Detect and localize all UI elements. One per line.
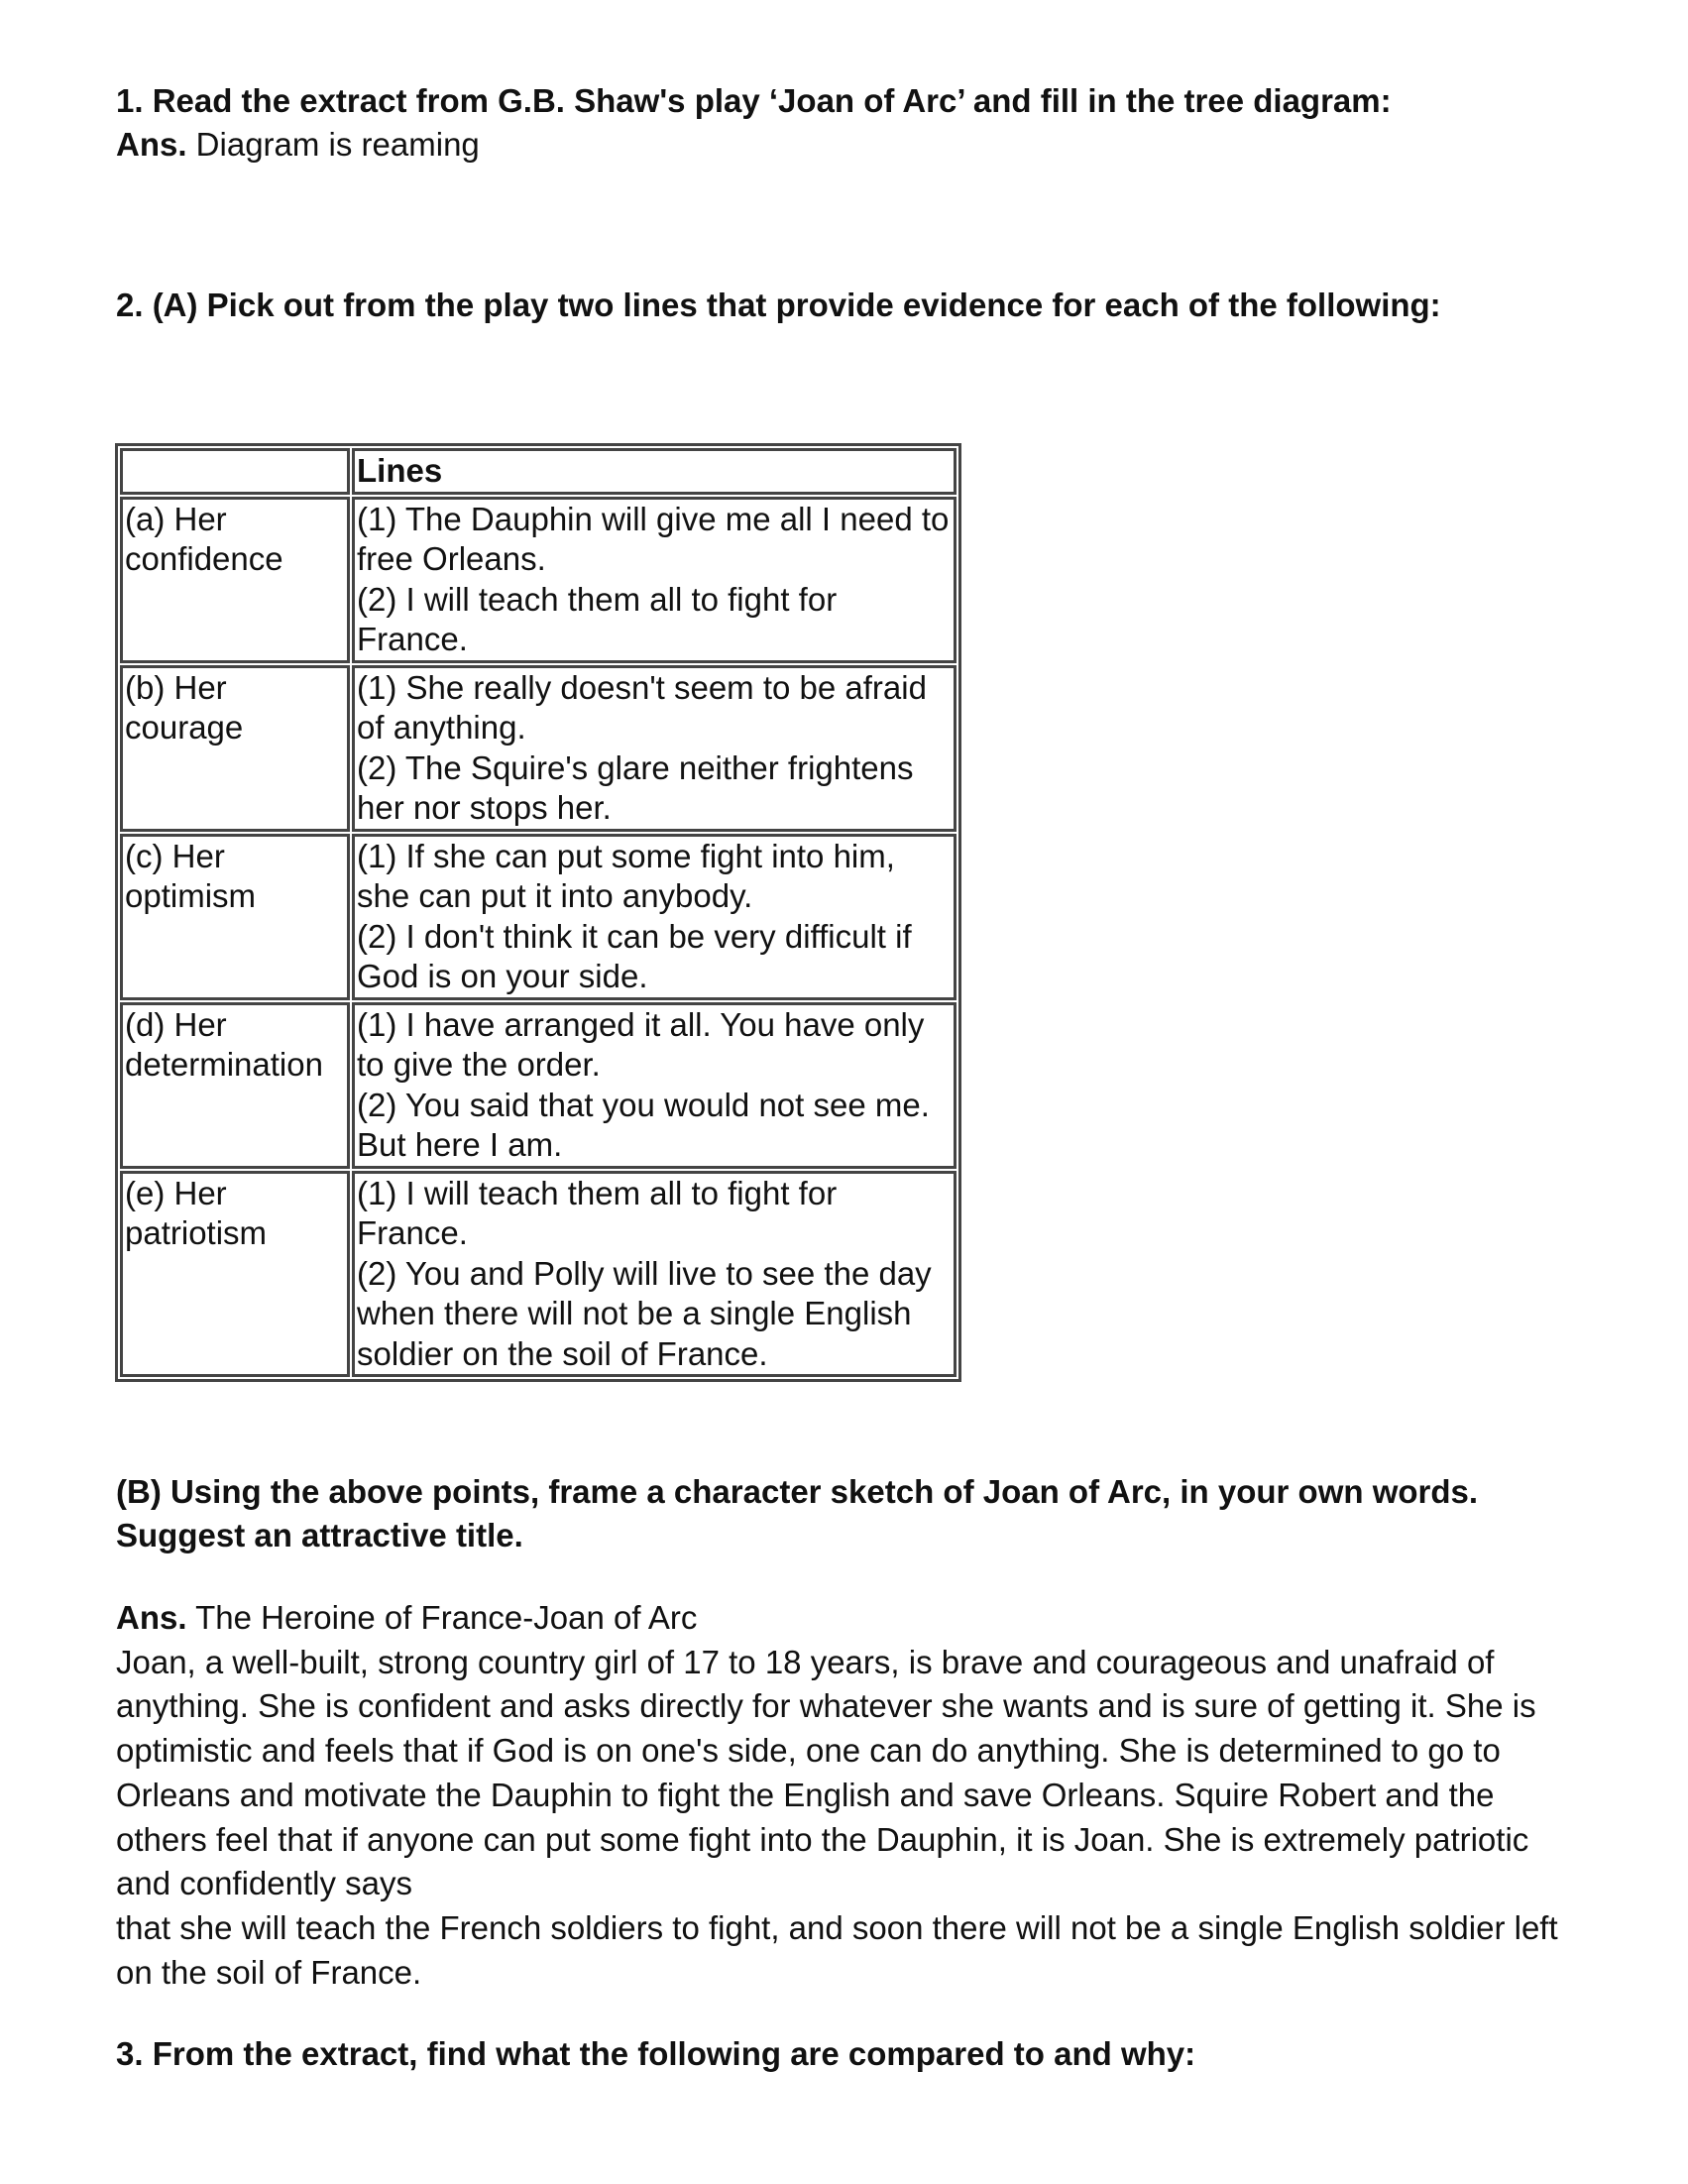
evidence-line: (1) If she can put some fight into him, she can put it into anybody. — [357, 837, 895, 914]
evidence-line: (2) The Squire's glare neither frightens her nor stops her. — [357, 748, 914, 826]
answer-title-line — [116, 1596, 1583, 1641]
quality-cell: (e) Her patriotism — [120, 1171, 350, 1378]
evidence-line: (1) I will teach them all to fight for France. — [357, 1174, 838, 1251]
table-header-lines: Lines — [352, 448, 957, 495]
table-row — [120, 834, 957, 1000]
lines-cell — [352, 834, 957, 1000]
table-row — [120, 1002, 957, 1169]
evidence-line: (2) I don't think it can be very difficult if God is on your side. — [357, 917, 912, 994]
question-1-heading: 1. Read the extract from G.B. Shaw's play ‘Joan of Arc’ and fill in the tree diagram: — [116, 82, 1392, 119]
table-row — [120, 665, 957, 832]
quality-cell: (a) Her confidence — [120, 497, 350, 663]
evidence-line: (1) The Dauphin will give me all I need to free Orleans. — [357, 500, 950, 577]
table-header-blank — [120, 448, 350, 495]
answer-text: Diagram is reaming — [186, 126, 480, 163]
answer-label: Ans. — [116, 126, 187, 163]
answer-title: The Heroine of France-Joan of Arc — [186, 1599, 698, 1636]
question-3-heading: 3. From the extract, find what the following are compared to and why: — [116, 2035, 1196, 2072]
character-sketch-paragraph-2: that she will teach the French soldiers to fight, and soon there will not be a single English soldier left on the soil of France. — [116, 1908, 1558, 1991]
table-row — [120, 497, 957, 663]
lines-cell — [352, 1171, 957, 1378]
question-3 — [116, 2032, 1583, 2076]
lines-cell — [352, 1002, 957, 1169]
quality-cell: (b) Her courage — [120, 665, 350, 832]
question-2a-heading: 2. (A) Pick out from the play two lines that provide evidence for each of the following: — [116, 287, 1441, 323]
question-2b-heading: (B) Using the above points, frame a character sketch of Joan of Arc, in your own words. Suggest an attractive title. — [116, 1473, 1479, 1553]
evidence-line: (2) I will teach them all to fight for France. — [357, 580, 838, 657]
table-row — [120, 1171, 957, 1378]
evidence-line: (1) She really doesn't seem to be afraid of anything. — [357, 668, 927, 746]
evidence-table — [115, 443, 961, 1382]
evidence-line: (2) You and Polly will live to see the day when there will not be a single English soldier on the soil of France. — [357, 1254, 932, 1372]
lines-cell — [352, 497, 957, 663]
quality-cell: (d) Her determination — [120, 1002, 350, 1169]
quality-cell: (c) Her optimism — [120, 834, 350, 1000]
question-1-answer — [116, 123, 1583, 167]
evidence-line: (1) I have arranged it all. You have only to give the order. — [357, 1005, 925, 1083]
question-2b — [116, 1470, 1583, 1557]
question-1 — [116, 79, 1583, 167]
lines-cell — [352, 665, 957, 832]
question-2b-answer — [116, 1596, 1583, 1995]
table-header-row — [120, 448, 957, 495]
character-sketch-paragraph-1: Joan, a well-built, strong country girl of 17 to 18 years, is brave and courageous and unafraid of anything. She is confident and asks directly for whatever she wants and is sure of getting it. She is optimistic and feels that if God is on one's side, one can do anything. She is determined to go to Orleans and motivate the Dauphin to fight the English and save Orleans. Squire Robert and the others feel that if anyone can put some fight into the Dauphin, it is Joan. She is extremely patriotic and confidently says — [116, 1643, 1536, 1902]
evidence-line: (2) You said that you would not see me. But here I am. — [357, 1086, 930, 1163]
question-2a — [116, 284, 1583, 327]
answer-label: Ans. — [116, 1599, 187, 1636]
